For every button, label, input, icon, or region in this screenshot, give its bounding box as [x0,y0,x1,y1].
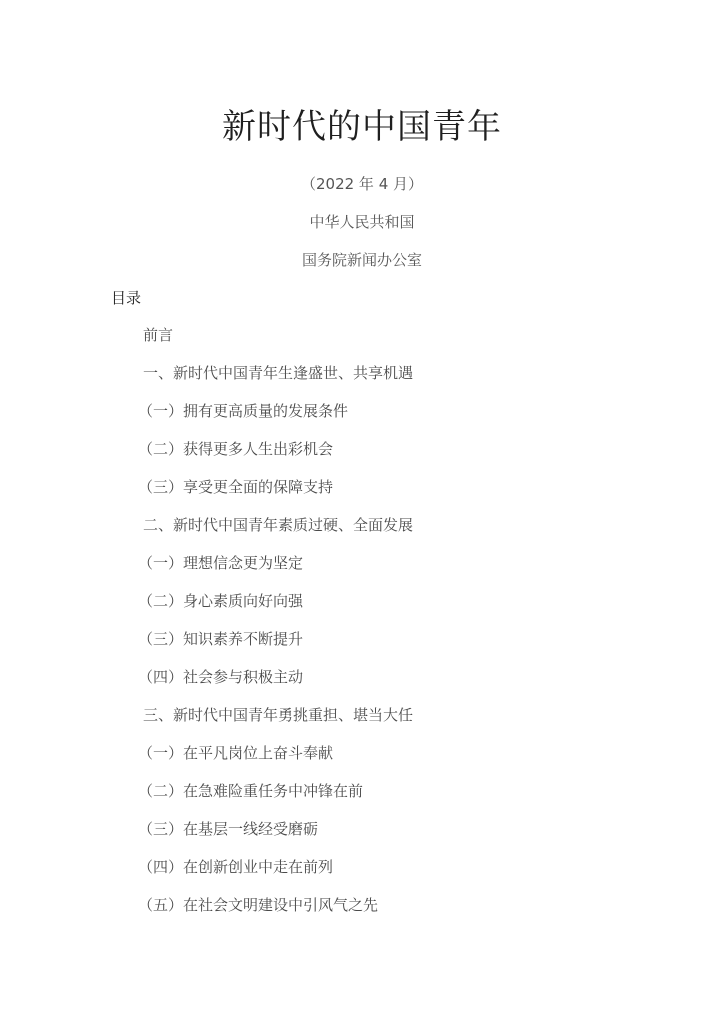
toc-item-label: 一、新时代中国青年生逢盛世、共享机遇 [143,364,414,382]
toc-item-label: （三）知识素养不断提升 [138,630,304,648]
toc-item-label: （三）在基层一线经受磨砺 [138,820,319,838]
toc-item-section-1-2[interactable] [0,437,724,475]
toc-item-section-1-1[interactable] [0,399,724,437]
toc-item-label: （四）在创新创业中走在前列 [138,858,334,876]
toc-item-label: （四）社会参与积极主动 [138,668,304,686]
toc-item-label: （五）在社会文明建设中引风气之先 [138,896,379,914]
publication-date: （2022 年 4 月） [300,175,424,193]
table-of-contents [0,323,724,931]
issuer-name: 中华人民共和国 [309,213,415,231]
toc-item-label: （一）理想信念更为坚定 [138,554,304,572]
toc-item-section-3-5[interactable] [0,893,724,931]
toc-item-label: （一）在平凡岗位上奋斗奉献 [138,744,334,762]
toc-item-preface[interactable] [0,323,724,361]
toc-item-chapter-1[interactable] [0,361,724,399]
toc-item-label: （二）获得更多人生出彩机会 [138,440,334,458]
toc-item-section-2-1[interactable] [0,551,724,589]
toc-item-section-3-4[interactable] [0,855,724,893]
toc-item-section-2-2[interactable] [0,589,724,627]
toc-heading: 目录 [111,289,142,307]
toc-item-chapter-3[interactable] [0,703,724,741]
toc-item-label: 二、新时代中国青年素质过硬、全面发展 [143,516,414,534]
toc-item-section-2-4[interactable] [0,665,724,703]
toc-item-label: 三、新时代中国青年勇挑重担、堪当大任 [143,706,414,724]
toc-item-section-3-3[interactable] [0,817,724,855]
toc-item-section-1-3[interactable] [0,475,724,513]
toc-item-label: （二）在急难险重任务中冲锋在前 [138,782,364,800]
toc-item-label: （三）享受更全面的保障支持 [138,478,334,496]
issuing-office: 国务院新闻办公室 [301,251,422,269]
toc-item-section-3-1[interactable] [0,741,724,779]
toc-item-label: （一）拥有更高质量的发展条件 [138,402,349,420]
toc-item-label: （二）身心素质向好向强 [138,592,304,610]
toc-item-label: 前言 [143,326,174,344]
toc-item-chapter-2[interactable] [0,513,724,551]
document-title: 新时代的中国青年 [222,107,502,147]
toc-item-section-3-2[interactable] [0,779,724,817]
toc-item-section-2-3[interactable] [0,627,724,665]
